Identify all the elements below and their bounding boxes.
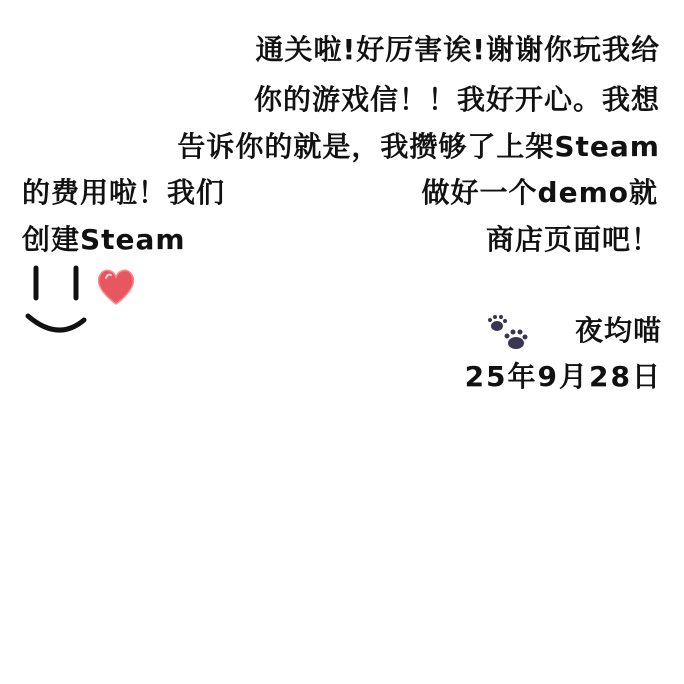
letter-line-3: 告诉你的就是，我攒够了上架Steam <box>177 130 660 163</box>
mouth <box>28 316 84 330</box>
letter-line-1: 通关啦!好厉害诶!谢谢你玩我给 <box>255 33 660 66</box>
letter-line-4-left: 的费用啦！我们 <box>22 176 226 209</box>
paw-small <box>488 315 507 331</box>
paw-print-icon <box>486 312 530 352</box>
paw-large <box>505 330 528 350</box>
letter-line-5-right: 商店页面吧！ <box>485 223 660 256</box>
letter-line-2: 你的游戏信！！我好开心。我想 <box>253 83 660 116</box>
heart-icon <box>94 264 138 308</box>
letter-line-4-right: 做好一个demo就 <box>421 176 658 209</box>
letter-line-5-left: 创建Steam <box>22 223 186 256</box>
signature-name: 夜均喵 <box>574 314 662 347</box>
smile-face-icon <box>22 262 94 342</box>
signature-date: 25年9月28日 <box>464 360 662 393</box>
